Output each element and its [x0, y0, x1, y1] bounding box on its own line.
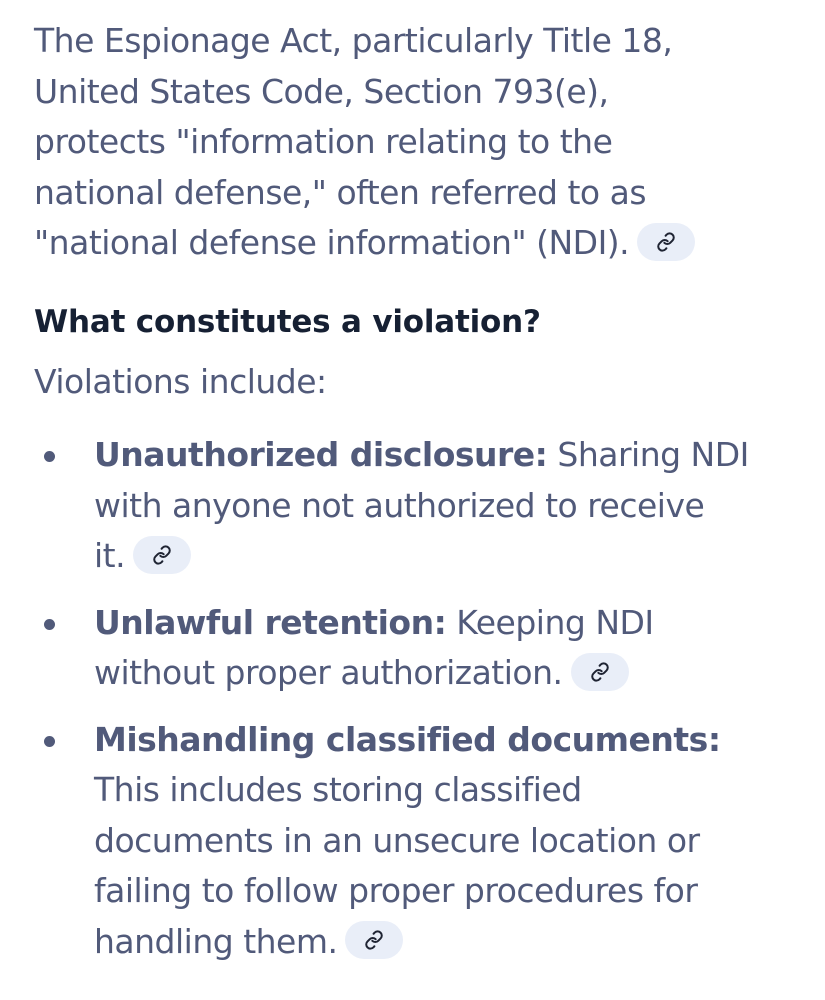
link-icon — [590, 662, 610, 682]
bullet-dot — [44, 736, 55, 747]
violation-term: Unlawful retention: — [94, 602, 447, 642]
intro-line: protects "information relating to the — [34, 122, 613, 161]
intro-paragraph — [34, 16, 695, 269]
list-item-line — [94, 430, 809, 481]
list-item-line — [94, 648, 809, 699]
intro-line-text: "national defense information" (NDI). — [34, 223, 630, 262]
bullet-dot — [44, 451, 55, 462]
link-icon — [656, 232, 676, 252]
violation-term: Mishandling classified documents: — [94, 719, 721, 759]
violations-list — [34, 430, 809, 967]
violation-term: Unauthorized disclosure: — [94, 435, 548, 474]
bullet-dot — [44, 619, 55, 630]
list-item-line: This includes storing classified — [94, 770, 582, 809]
list-item — [34, 715, 809, 968]
violation-text: Sharing NDI — [547, 435, 749, 474]
list-item-line — [94, 531, 809, 582]
list-item-line: documents in an unsecure location or — [94, 820, 700, 860]
list-item — [34, 598, 809, 699]
list-item-line — [94, 917, 809, 968]
citation-link-button[interactable] — [345, 921, 403, 959]
list-item-line: failing to follow proper procedures for — [94, 871, 698, 910]
link-icon — [152, 545, 172, 565]
intro-line: national defense," often referred to as — [34, 172, 647, 212]
citation-link-button[interactable] — [133, 536, 191, 574]
violation-text: Keeping NDI — [446, 602, 654, 642]
intro-line: United States Code, Section 793(e), — [34, 71, 609, 111]
intro-line-last — [34, 218, 695, 269]
citation-link-button[interactable] — [571, 653, 629, 691]
citation-link-button[interactable] — [637, 223, 695, 261]
link-icon — [364, 930, 384, 950]
violation-text: without proper authorization. — [94, 653, 563, 692]
list-item-line — [94, 598, 809, 649]
list-item-line — [94, 715, 809, 766]
section-heading: What constitutes a violation? — [34, 304, 541, 340]
section-intro-text: Violations include: — [34, 362, 327, 401]
list-item-line: with anyone not authorized to receive — [94, 485, 705, 525]
list-item — [34, 430, 809, 582]
violation-text: handling them. — [94, 921, 338, 961]
intro-line: The Espionage Act, particularly Title 18, — [34, 21, 673, 60]
violation-text: it. — [94, 536, 126, 575]
